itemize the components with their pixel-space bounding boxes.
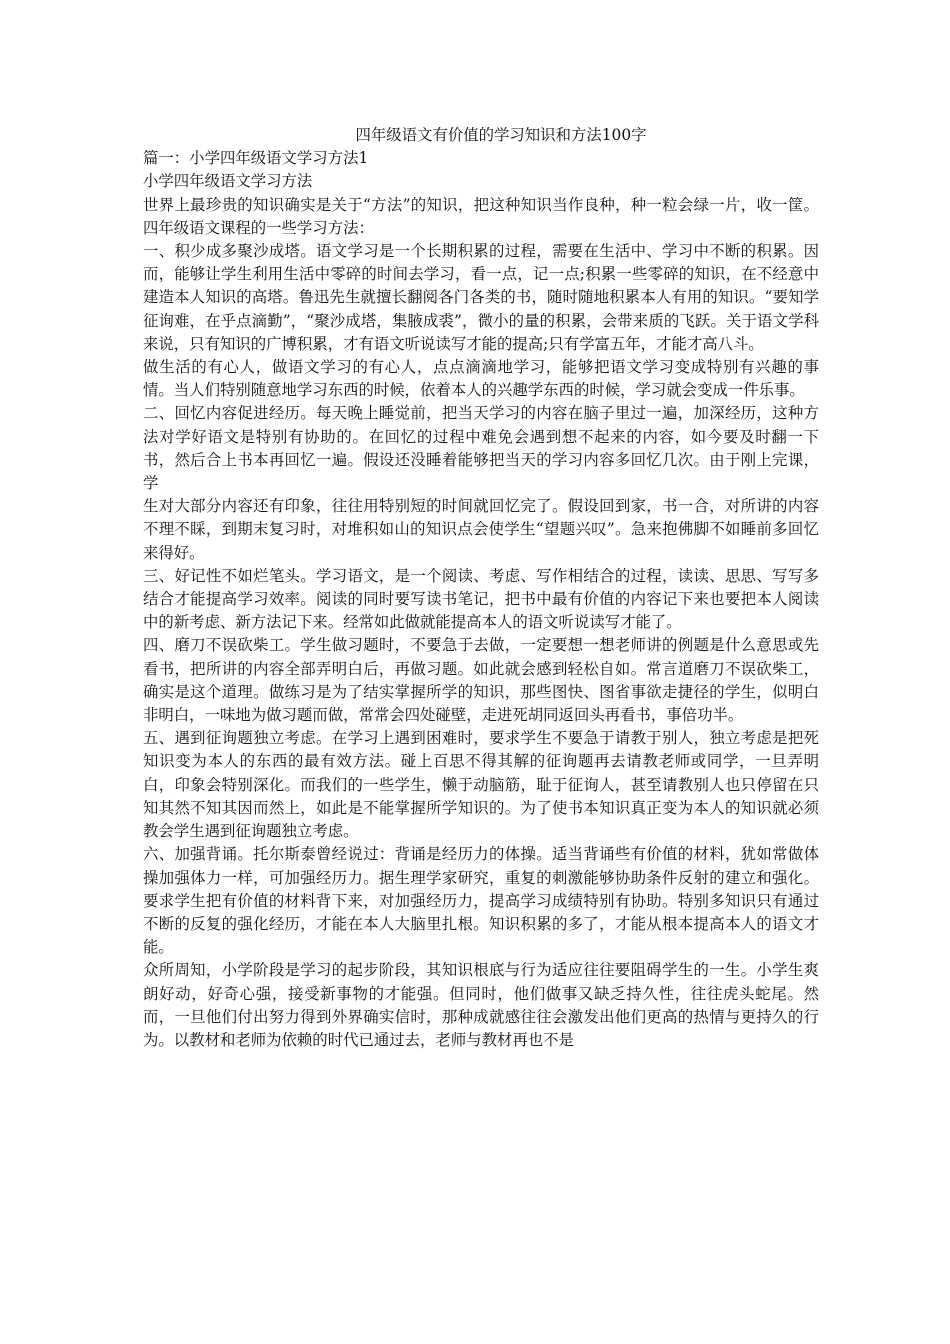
paragraph-method-2: 二、回忆内容促进经历。每天晚上睡觉前，把当天学习的内容在脑子里过一遍，加深经历，这种方法对学好语文是特别有协助的。在回忆的过程中难免会遇到想不起来的内容，如今要及时翻一下书，然后合上书本再回忆一遍。假设还没睡着能够把当天的学习内容多回忆几次。由于刚上完课，学 <box>143 404 819 493</box>
paragraph-method-1-note: 做生活的有心人，做语文学习的有心人，点点滴滴地学习，能够把语文学习变成特别有兴趣的事情。当人们特别随意地学习东西的时候，依着本人的兴趣学东西的时候，学习就会变成一件乐事。 <box>143 358 819 400</box>
paragraph-conclusion: 众所周知，小学阶段是学习的起步阶段，其知识根底与行为适应往往要阻碍学生的一生。小学生爽朗好动，好奇心强，接受新事物的才能强。但同时，他们做事又缺乏持久性，往往虎头蛇尾。然而，一旦他们付出努力得到外界确实信时，那种成就感往往会激发出他们更高的热情与更持久的行为。以教材和老师为依赖的时代已通过去，老师与教材再也不是 <box>143 961 819 1049</box>
document-body <box>143 124 819 1052</box>
paragraph-method-3: 三、好记性不如烂笔头。学习语文，是一个阅读、考虑、写作相结合的过程，读读、思思、写写多结合才能提高学习效率。阅读的同时要写读书笔记，把书中最有价值的内容记下来也要把本人阅读中的新考虑、新方法记下来。经常如此做就能提高本人的语文听说读写才能了。 <box>143 566 819 632</box>
paragraph-subheading: 小学四年级语文学习方法 <box>143 172 313 191</box>
paragraph-method-4: 四、磨刀不误砍柴工。学生做习题时，不要急于去做，一定要想一想老师讲的例题是什么意思或先看书，把所讲的内容全部弄明白后，再做习题。如此就会感到轻松自如。常言道磨刀不误砍柴工，确实是这个道理。做练习是为了结实掌握所学的知识，那些图快、图省事欲走捷径的学生，似明白非明白，一味地为做习题而做，常常会四处碰壁，走进死胡同返回头再看书，事倍功半。 <box>143 636 819 725</box>
paragraph-section-heading: 篇一：小学四年级语文学习方法1 <box>143 149 369 168</box>
paragraph-method-1: 一、积少成多聚沙成塔。语文学习是一个长期积累的过程，需要在生活中、学习中不断的积累。因而，能够让学生利用生活中零碎的时间去学习，看一点，记一点;积累一些零碎的知识，在不经意中建造本人知识的高塔。鲁迅先生就擅长翻阅各门各类的书，随时随地积累本人有用的知识。“要知学征询难，在乎点滴勤”，“聚沙成塔，集腋成裘”，微小的量的积累，会带来质的飞跃。关于语文学科来说，只有知识的广博积累，才有语文听说读写才能的提高;只有学富五年，才能才高八斗。 <box>143 242 819 353</box>
document-title: 四年级语文有价值的学习知识和方法100字 <box>355 126 647 144</box>
paragraph-method-5: 五、遇到征询题独立考虑。在学习上遇到困难时，要求学生不要急于请教于别人，独立考虑是把死知识变为本人的东西的最有效方法。碰上百思不得其解的征询题再去请教老师或同学，一旦弄明白，印象会特别深化。而我们的一些学生，懒于动脑筋，耻于征询人，甚至请教别人也只停留在只知其然不知其因而然上，如此是不能掌握所学知识的。为了使书本知识真正变为本人的知识就必须教会学生遇到征询题独立考虑。 <box>143 729 819 841</box>
paragraph-method-2-continued: 生对大部分内容还有印象，往往用特别短的时间就回忆完了。假设回到家，书一合，对所讲的内容不理不睬，到期末复习时，对堆积如山的知识点会使学生“望题兴叹”。急来抱佛脚不如睡前多回忆来得好。 <box>143 497 819 562</box>
paragraph-intro: 世界上最珍贵的知识确实是关于“方法”的知识，把这种知识当作良种，种一粒会绿一片，收一筐。四年级语文课程的一些学习方法： <box>143 195 819 237</box>
paragraph-method-6: 六、加强背诵。托尔斯泰曾经说过：背诵是经历力的体操。适当背诵些有价值的材料，犹如常做体操加强体力一样，可加强经历力。据生理学家研究，重复的刺激能够协助条件反射的建立和强化。要求学生把有价值的材料背下来，对加强经历力，提高学习成绩特别有协助。特别多知识只有通过不断的反复的强化经历，才能在本人大脑里扎根。知识积累的多了，才能从根本提高本人的语文才能。 <box>143 845 819 957</box>
